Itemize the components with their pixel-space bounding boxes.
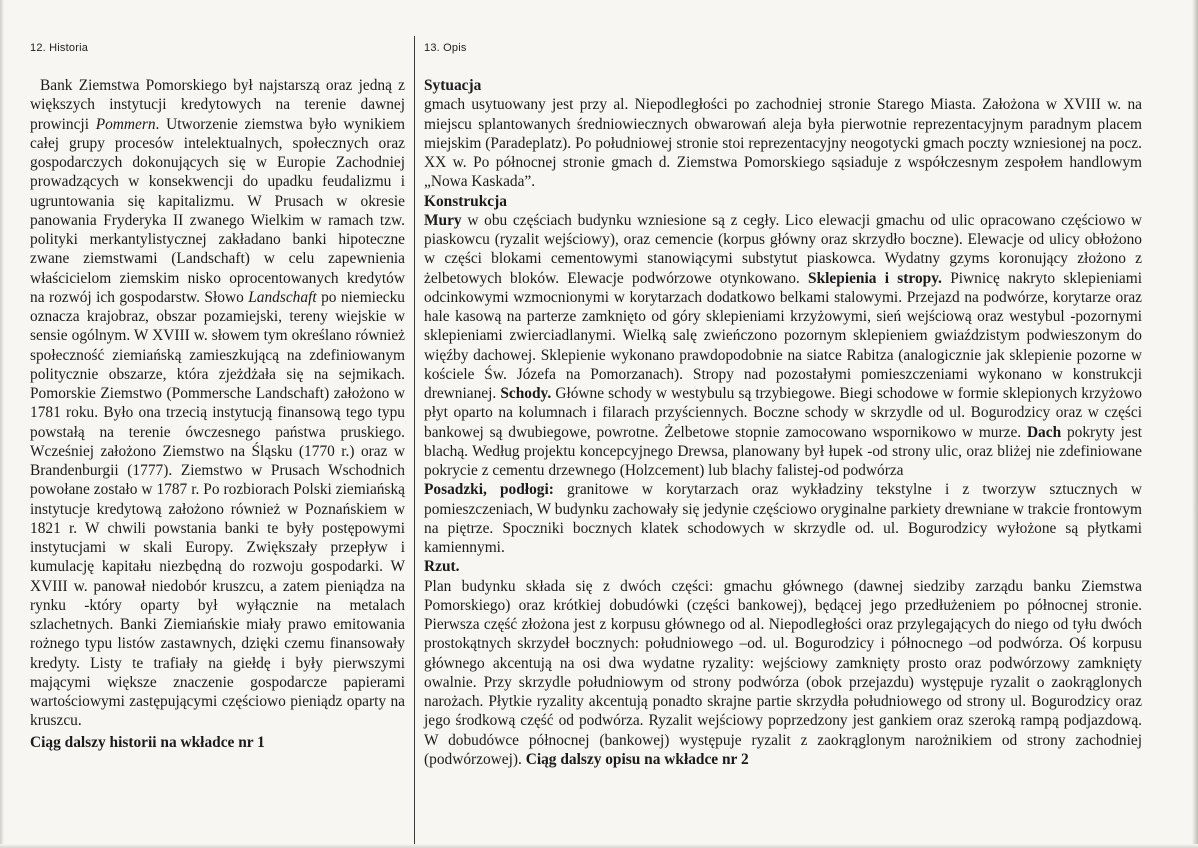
- opis-header: 13. Opis: [424, 42, 467, 54]
- dach-label: Dach: [1026, 423, 1062, 441]
- opis-continuation-note: Ciąg dalszy opisu na wkładce nr 2: [525, 750, 749, 768]
- scan-edge-left: [0, 0, 4, 848]
- historia-text: po niemiecku oznacza krajobraz, obszar pozamiejski, tereny wiejskie w sensie ogólnym. W XVIII w. słowem tym określano również społeczność ziemiańską zamieszkującą na zdefiniowanym politycznie obszarze, która zjeżdżała się na sejmikach. Pomorskie Ziemstwo (Pommersche Landschaft) założono w 1781 roku. Było ona trzecią instytucją finansową tego typu powstałą na terenie ówczesnego państwa pruskiego. Wcześniej założono Ziemstwo na Śląsku (1770 r.) oraz w Brandenburgii (1777). Ziemstwo w Prusach Wschodnich powołane zostało w 1787 r. Po rozbiorach Polski ziemiańską instytucje kredytową założono również w Poznańskiem w 1821 r. W chwili powstania banki te były postępowymi instytucjami w skali Europy. Zwiększały przepływ i kumulację kapitału niezbędną do rozwoju gospodarki. W XVIII w. panował niedobór kruszcu, a zatem pieniądza na rynku -który oparty był wyłącznie na metalach szlachetnych. Banki Ziemiańskie miały prawo emitowania rożnego typu listów zastawnych, dzięki czemu finansowały kredyty. Listy te trafiały na giełdę i były pierwszymi mającymi większe znaczenie gospodarcze papierami wartościowymi zastępującymi częściowo pieniądz oparty na kruszcu.: [30, 288, 405, 730]
- sklepienia-label: Sklepienia i stropy.: [808, 269, 942, 287]
- historia-text: . Utworzenie ziemstwa było wynikiem całej grupy procesów intelektualnych, społecznych oraz gospodarczych dokonujących się w Europie Zachodniej prowadzących w konsekwencji do upadku feudalizmu i ugruntowania się kapitalizmu. W Prusach w okresie panowania Fryderyka II zwanego Wielkim w ramach tzw. polityki merkantylistycznej zakładano banki hipoteczne zwane ziemstwami (Landschaft) w celu zapewnienia właścicielom ziemskim nisko oprocentowanych kredytów na rozwój ich gospodarstw. Słowo: [30, 115, 405, 306]
- posadzki-label: Posadzki, podłogi:: [424, 481, 554, 499]
- scan-edge-right: [1192, 0, 1198, 848]
- historia-column: [30, 76, 405, 752]
- rzut-text: Plan budynku składa się z dwóch części: gmachu głównego (dawnej siedziby zarządu banku Ziemstwa Pomorskiego) oraz krótkiej dobudówki (części bankowej), będącej jego przedłużeniem po północnej stronie. Pierwsza część złożona jest z korpusu głównego od al. Niepodległości oraz przylegających do niego od tyłu dwóch prostokątnych skrzydeł bocznych: południowego –od. ul. Bogurodzicy i północnego –od podwórza. Oś korpusu głównego akcentują na osi dwa wydatne ryzality: wejściowy zamknięty prosto oraz podwórzowy zamknięty owalnie. Przy skrzydle południowym od strony podwórza (obok przejazdu) występuje ryzalit o zaokrąglonych narożach. Płytkie ryzality akcentują ponadto skrajne partie skrzydła południowego od strony ul. Bogurodzicy oraz jego środkową część od podwórza. Ryzalit wejściowy poprzedzony jest gankiem oraz szeroką rampą podjazdową. W dobudówce północnej (bankowej) występuje ryzalit z zaokrąglonym narożnikiem od strony zachodniej (podwórzowej).: [424, 577, 1142, 768]
- historia-continuation-note: Ciąg dalszy historii na wkładce nr 1: [30, 733, 265, 751]
- rzut-heading: Rzut.: [424, 558, 460, 576]
- rzut-paragraph: [424, 577, 1142, 770]
- konstrukcja-text: w obu częściach budynku wzniesione są z cegły. Lico elewacji gmachu od ulic opracowano częściowo w piaskowcu (ryzalit wejściowy), oraz cemencie (korpus główny oraz skrzydło boczne). Elewacje od ulicy obłożono w części blokami cementowymi stanowiącymi substytut piaskowca. Wydatny gzyms koronujący złożono z żelbetowych bloków. Elewacje podwórzowe otynkowano.: [424, 211, 1142, 287]
- column-divider: [414, 36, 415, 844]
- opis-column: [424, 76, 1142, 769]
- posadzki-paragraph: [424, 480, 1142, 557]
- historia-term-landschaft: Landschaft: [248, 288, 317, 306]
- historia-text: Bank Ziemstwa Pomorskiego był najstarszą oraz jedną z większych instytucji kredytowych na terenie dawnej prowincji: [30, 77, 405, 133]
- konstrukcja-text: Główne schody w westybulu są trzybiegowe. Biegi schodowe w formie sklepionych krzyżowo płyt oparto na kolumnach i filarach przyściennych. Boczne schody w skrzydle od ul. Bogurodzicy oraz w części bankowej są dwubiegowe, powrotne. Żelbetowe stopnie zamocowano wspornikowo w murze.: [424, 385, 1142, 441]
- konstrukcja-text: Piwnicę nakryto sklepieniami odcinkowymi wzmocnionymi w korytarzach dodatkowo belkami stalowymi. Przejazd na podwórze, korytarze oraz hale kasową na parterze zamknięto od góry sklepieniami krzyżowymi, sień wejściową oraz westybul -pozornymi sklepieniami zwierciadlanymi. Wielką salę zwieńczono pozornym sklepieniem gwiaździstym podwieszonym do więźby dachowej. Sklepienie wykonano prawdopodobnie na siatce Rabitza (analogicznie jak sklepienie pozorne w kościele Św. Józefa na Pomorzanach). Stropy nad pozostałymi pomieszczeniami wykonano w konstrukcji drewnianej.: [424, 269, 1143, 402]
- schody-label: Schody.: [500, 385, 552, 402]
- historia-header: 12. Historia: [30, 42, 89, 54]
- scan-edge-bottom: [0, 844, 1198, 848]
- konstrukcja-paragraph: [424, 211, 1142, 481]
- sytuacja-text: gmach usytuowany jest przy al. Niepodległości po zachodniej stronie Starego Miasta. Założona w XVIII w. na miejscu splantowanych średniowiecznych obwarowań aleja była pierwotnie reprezentacyjnym paradnym placem miejskim (Paradeplatz). Po południowej stronie stoi reprezentacyjny neogotycki gmach poczty wzniesionej na pocz. XX w. Po północnej stronie gmach d. Ziemstwa Pomorskiego sąsiaduje z współczesnym zespołem handlowym „Nowa Kaskada”.: [424, 96, 1142, 191]
- mury-label: Mury: [424, 211, 462, 229]
- historia-paragraph: [30, 76, 405, 731]
- posadzki-text: granitowe w korytarzach oraz wykładziny tekstylne i z tworzyw sztucznych w pomieszczeniach, W budynku zachowały się jedynie częściowo oryginalne parkiety drewniane w trakcie frontowym na piętrze. Spoczniki bocznych klatek schodowych w skrzydle od. ul. Bogurodzicy wyłożone są płytkami kamiennymi.: [424, 481, 1142, 556]
- historia-term-pommern: Pommern: [95, 115, 156, 133]
- konstrukcja-text: pokryty jest blachą. Według projektu koncepcyjnego Drewsa, planowany był łupek -od strony ulic, oraz bliżej nie zdefiniowane pokrycie z cementu drzewnego (Holzcement) lub blachy falistej-od podwórza: [424, 423, 1142, 479]
- konstrukcja-heading: Konstrukcja: [424, 192, 507, 210]
- sytuacja-heading: Sytuacja: [424, 77, 482, 94]
